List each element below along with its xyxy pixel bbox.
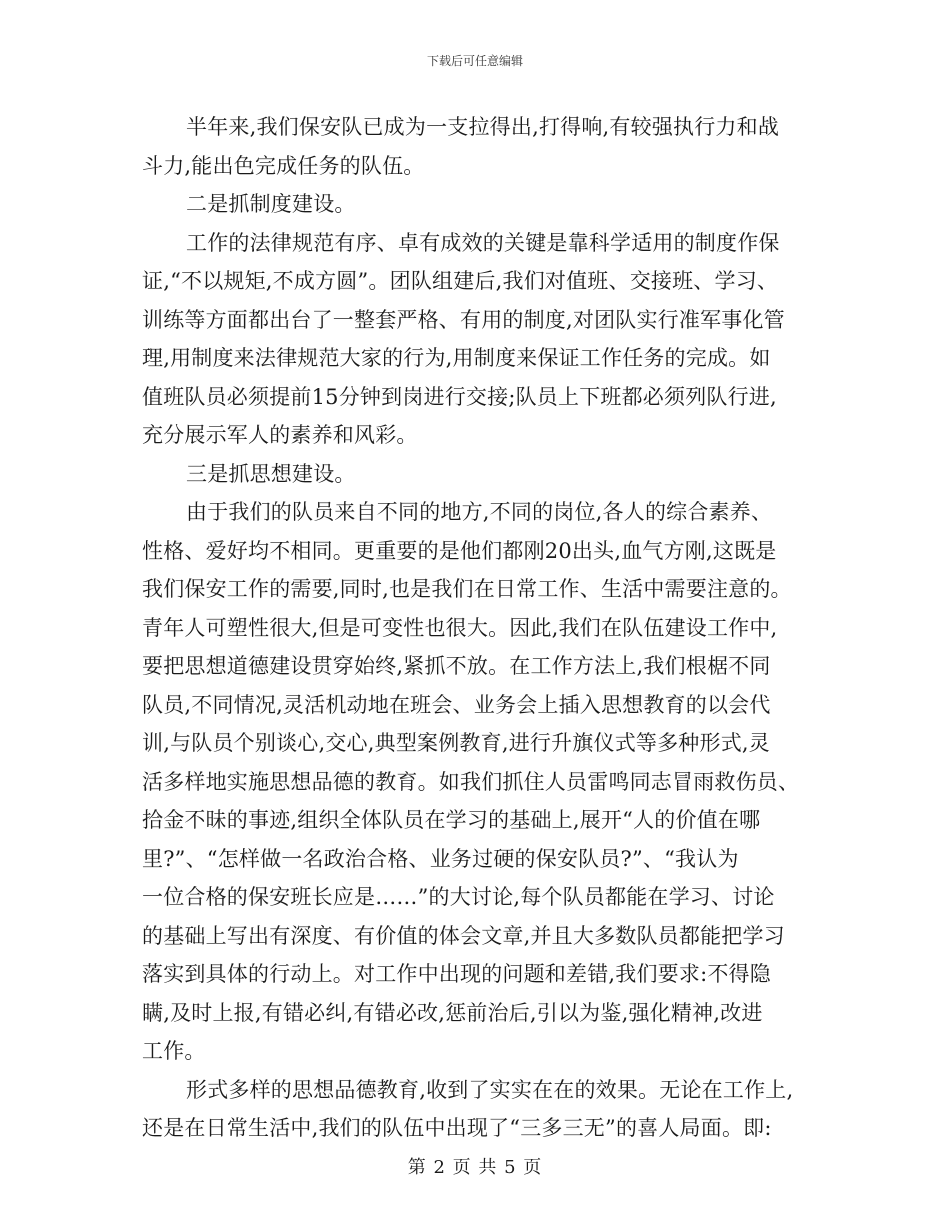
paragraph-line: 要把思想道德建设贯穿始终,紧抓不放。在工作方法上,我们根椐不同 xyxy=(142,654,771,678)
paragraph-line: 落实到具体的行动上。对工作中出现的问题和差错,我们要求:不得隐 xyxy=(142,962,771,986)
paragraph-line: 值班队员必须提前15分钟到岗进行交接;队员上下班都必须列队行进, xyxy=(142,384,777,409)
paragraph-line: 青年人可塑性很大,但是可变性也很大。因此,我们在队伍建设工作中, xyxy=(142,615,778,640)
page-header: 下载后可任意编辑 xyxy=(426,54,523,68)
page-number-footer: 第 2 页 共 5 页 xyxy=(407,1157,543,1178)
paragraph-line: 训,与队员个别谈心,交心,典型案例教育,进行升旗仪式等多种形式,灵 xyxy=(142,731,770,755)
paragraph-line: 工作。 xyxy=(142,1039,206,1063)
paragraph-line: 的基础上写出有深度、有价值的体会文章,并且大多数队员都能把学习 xyxy=(142,923,785,948)
paragraph-line: 一位合格的保安班长应是……”的大讨论,每个队员都能在学习、讨论 xyxy=(142,885,775,909)
paragraph-line: 理,用制度来法律规范大家的行为,用制度来保证工作任务的完成。如 xyxy=(142,346,771,370)
paragraph-line: 里?”、“怎样做一名政治合格、业务过硬的保安队员?”、“我认为 xyxy=(142,846,739,871)
paragraph-line: 性格、爱好均不相同。更重要的是他们都刚20出头,血气方刚,这既是 xyxy=(142,538,777,563)
paragraph-line: 还是在日常生活中,我们的队伍中出现了“三多三无”的喜人局面。即: xyxy=(142,1116,772,1140)
paragraph-line: 队员,不同情况,灵活机动地在班会、业务会上插入思想教育的以会代 xyxy=(142,692,771,717)
paragraph-line: 瞒,及时上报,有错必纠,有错必改,惩前治后,引以为鉴,强化精神,改进 xyxy=(142,1000,763,1025)
paragraph-line: 形式多样的思想品德教育,收到了实实在在的效果。无论在工作上, xyxy=(186,1077,794,1102)
section-heading: 三是抓思想建设。 xyxy=(186,461,356,486)
section-heading: 二是抓制度建设。 xyxy=(186,192,356,216)
document-body xyxy=(142,108,818,1148)
paragraph-line: 由于我们的队员来自不同的地方,不同的岗位,各人的综合素养、 xyxy=(186,500,773,524)
paragraph-line: 工作的法律规范有序、卓有成效的关键是靠科学适用的制度作保 xyxy=(186,230,780,255)
paragraph-line: 证,“不以规矩,不成方圆”。团队组建后,我们对值班、交接班、学习、 xyxy=(142,269,779,293)
paragraph-line: 斗力,能出色完成任务的队伍。 xyxy=(142,153,425,178)
paragraph-line: 活多样地实施思想品德的教育。如我们抓住人员雷鸣同志冒雨救伤员、 xyxy=(142,769,800,794)
paragraph-line: 半年来,我们保安队已成为一支拉得出,打得响,有较强执行力和战 xyxy=(186,115,780,139)
paragraph-line: 充分展示军人的素养和风彩。 xyxy=(142,423,418,447)
paragraph-line: 拾金不昧的事迹,组织全体队员在学习的基础上,展开“人的价值在哪 xyxy=(142,808,761,832)
paragraph-line: 训练等方面都出台了一整套严格、有用的制度,对团队实行准军事化管 xyxy=(142,307,785,332)
paragraph-line: 我们保安工作的需要,同时,也是我们在日常工作、生活中需要注意的。 xyxy=(142,577,792,601)
